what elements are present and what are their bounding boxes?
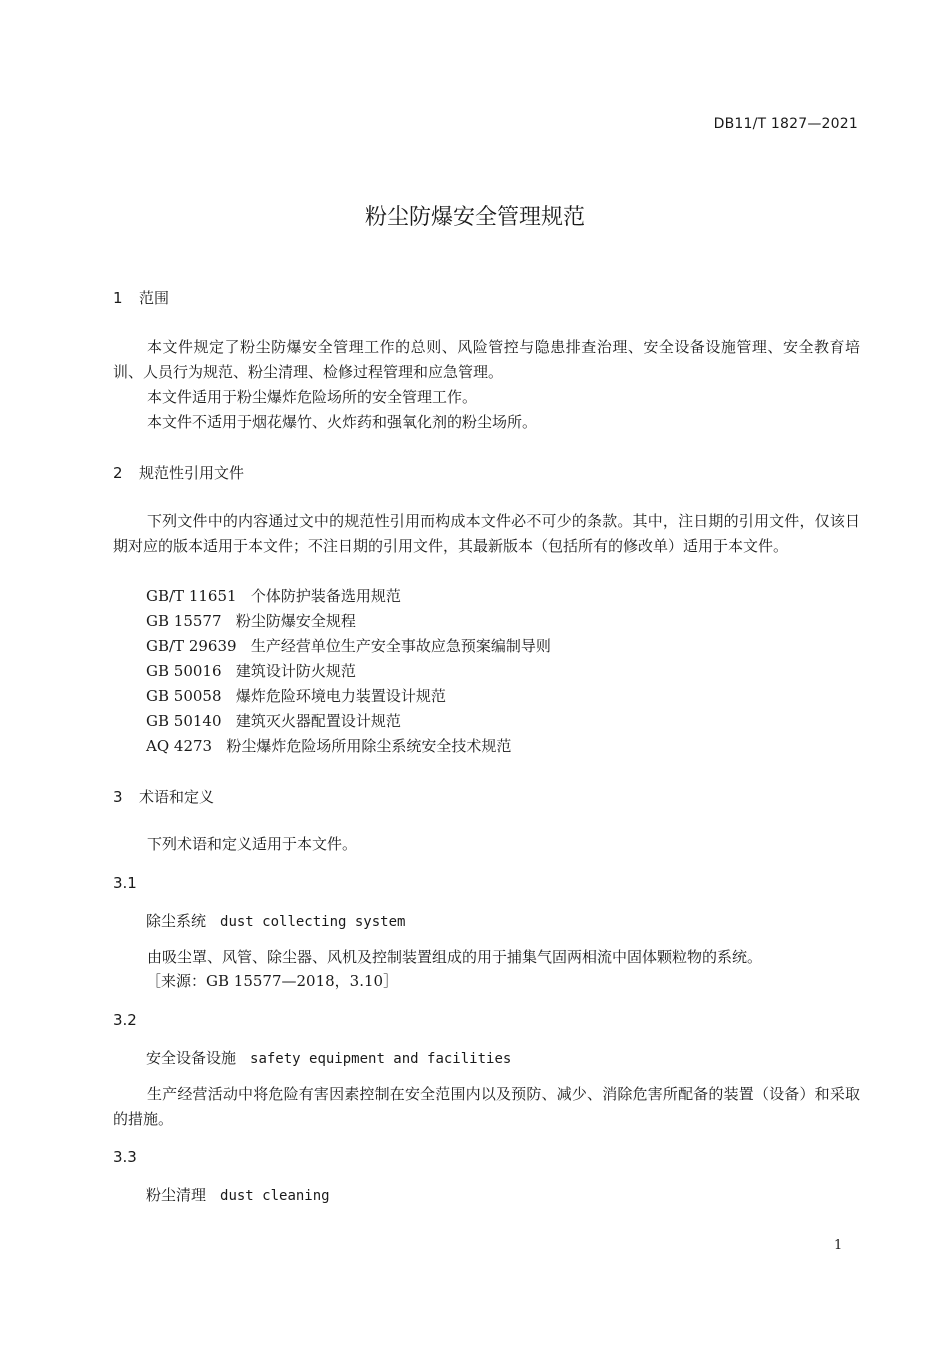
reference-name: 生产经营单位生产安全事故应急预案编制导则 — [250, 637, 551, 655]
term-zh: 除尘系统 — [146, 912, 207, 930]
term-entry — [146, 1047, 511, 1068]
term-number: 3.1 — [113, 874, 137, 892]
reference-code: GB/T 11651 — [146, 587, 237, 605]
term-entry — [146, 1184, 330, 1205]
reference-name: 粉尘爆炸危险场所用除尘系统安全技术规范 — [226, 737, 512, 755]
term-zh: 粉尘清理 — [146, 1186, 207, 1204]
reference-item — [146, 610, 356, 631]
document-code: DB11/T 1827—2021 — [713, 116, 858, 132]
scope-paragraph: 本文件不适用于烟花爆竹、火炸药和强氧化剂的粉尘场所。 — [147, 413, 538, 431]
reference-item — [146, 585, 401, 606]
scope-paragraph: 本文件适用于粉尘爆炸危险场所的安全管理工作。 — [147, 388, 478, 406]
term-en: dust collecting system — [220, 914, 406, 930]
reference-code: GB/T 29639 — [146, 637, 237, 655]
reference-code: GB 15577 — [146, 612, 222, 630]
section-number: 1 — [113, 289, 123, 307]
reference-name: 建筑灭火器配置设计规范 — [235, 712, 401, 730]
reference-item — [146, 635, 551, 656]
term-en: dust cleaning — [220, 1188, 330, 1204]
document-title: 粉尘防爆安全管理规范 — [364, 205, 585, 230]
page-number: 1 — [834, 1238, 843, 1253]
terms-intro: 下列术语和定义适用于本文件。 — [147, 835, 358, 853]
section-heading-scope — [113, 287, 169, 308]
section-number: 3 — [113, 788, 123, 806]
term-number: 3.2 — [113, 1011, 137, 1029]
reference-name: 建筑设计防火规范 — [235, 662, 356, 680]
section-title: 规范性引用文件 — [139, 464, 245, 482]
reference-code: GB 50016 — [146, 662, 222, 680]
reference-name: 粉尘防爆安全规程 — [235, 612, 356, 630]
term-en: safety equipment and facilities — [250, 1051, 512, 1067]
reference-name: 个体防护装备选用规范 — [250, 587, 401, 605]
term-number: 3.3 — [113, 1148, 137, 1166]
reference-item — [146, 685, 446, 706]
term-definition: 由吸尘罩、风管、除尘器、风机及控制装置组成的用于捕集气固两相流中固体颗粒物的系统。 — [147, 948, 763, 966]
term-entry — [146, 910, 405, 931]
reference-item — [146, 735, 511, 756]
section-title: 术语和定义 — [139, 788, 215, 806]
section-heading-normative-references — [113, 462, 244, 483]
reference-item — [146, 660, 356, 681]
reference-code: GB 50140 — [146, 712, 222, 730]
section-number: 2 — [113, 464, 123, 482]
term-source: ［来源：GB 15577—2018，3.10］ — [146, 972, 399, 990]
reference-item — [146, 710, 401, 731]
section-heading-terms-definitions — [113, 786, 214, 807]
reference-code: GB 50058 — [146, 687, 222, 705]
term-zh: 安全设备设施 — [146, 1049, 237, 1067]
reference-code: AQ 4273 — [146, 737, 213, 755]
reference-name: 爆炸危险环境电力装置设计规范 — [235, 687, 446, 705]
scope-paragraph: 本文件规定了粉尘防爆安全管理工作的总则、风险管控与隐患排查治理、安全设备设施管理、安全教育培训、人员行为规范、粉尘清理、检修过程管理和应急管理。 — [113, 338, 860, 381]
term-definition: 生产经营活动中将危险有害因素控制在安全范围内以及预防、减少、消除危害所配备的装置（设备）和采取的措施。 — [113, 1085, 860, 1128]
references-intro: 下列文件中的内容通过文中的规范性引用而构成本文件必不可少的条款。其中，注日期的引用文件，仅该日期对应的版本适用于本文件；不注日期的引用文件，其最新版本（包括所有的修改单）适用于本文件。 — [113, 512, 860, 555]
section-title: 范围 — [139, 289, 170, 307]
